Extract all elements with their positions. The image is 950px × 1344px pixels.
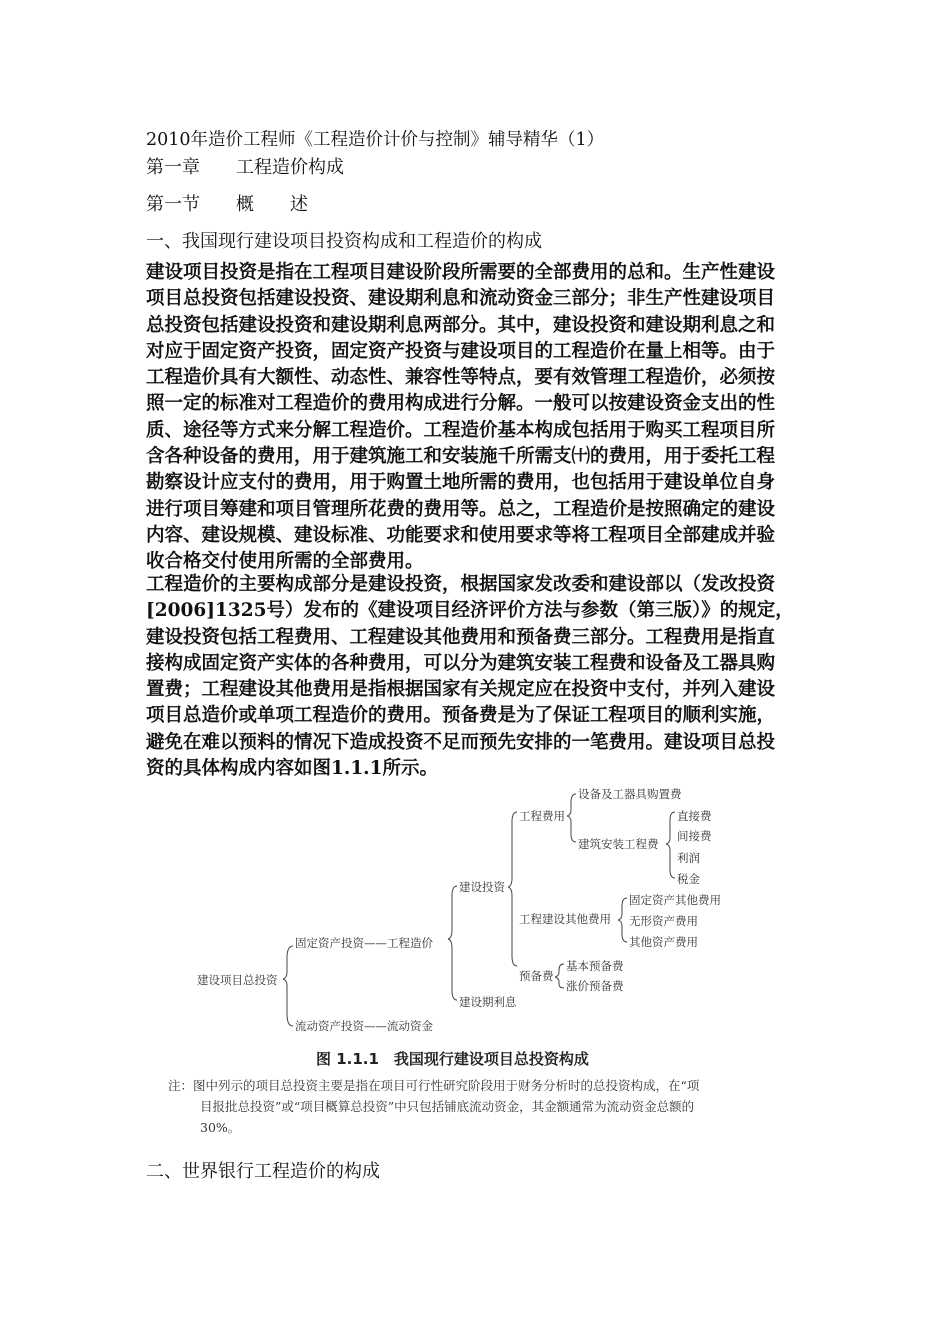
diagram-node-building-install-cost: 建筑安装工程费 [578, 837, 659, 851]
diagram-node-other-asset-cost: 其他资产费用 [629, 935, 698, 949]
paragraph-line: 工程造价的主要构成部分是建设投资，根据国家发改委和建设部以（发改投资 [146, 574, 776, 595]
diagram-node-fixed-assets: 固定资产投资——工程造价 [295, 936, 433, 950]
paragraph-line: 质、途径等方式来分解工程造价。工程造价基本构成包括用于购买工程项目所 [146, 419, 776, 441]
chapter-heading: 第一章 工程造价构成 [146, 157, 344, 178]
diagram-node-construction-investment: 建设投资 [459, 880, 505, 894]
note-line: 注：图中列示的项目总投资主要是指在项目可行性研究阶段用于财务分析时的总投资构成，在“项 [168, 1078, 700, 1093]
paragraph-line: 资的具体构成内容如图1.1.1所示。 [146, 758, 438, 780]
diagram-node-direct-cost: 直接费 [677, 809, 712, 823]
figure-caption: 图 1.1.1 我国现行建设项目总投资构成 [316, 1050, 589, 1068]
paragraph-line: [2006]1325号）发布的《建设项目经济评价方法与参数（第三版）》的规定， [146, 600, 794, 622]
note-line: 30%。 [200, 1120, 241, 1135]
paragraph-line: 照一定的标准对工程造价的费用构成进行分解。一般可以按建设资金支出的性 [146, 393, 776, 415]
investment-structure-diagram [165, 782, 805, 1082]
subsection-heading: 一、我国现行建设项目投资构成和工程造价的构成 [146, 231, 542, 252]
diagram-node-other-construction-cost: 工程建设其他费用 [519, 912, 611, 926]
diagram-node-reserve-fund: 预备费 [519, 969, 554, 983]
paragraph-line: 项目总造价或单项工程造价的费用。预备费是为了保证工程项目的顺利实施， [146, 705, 776, 727]
diagram-node-working-capital: 流动资产投资——流动资金 [295, 1019, 433, 1033]
paragraph-line: 含各种设备的费用，用于建筑施工和安装施千所需支㈩的费用，用于委托工程 [146, 446, 776, 468]
diagram-node-indirect-cost: 间接费 [677, 829, 712, 843]
paragraph-line: 进行项目筹建和项目管理所花费的费用等。总之，工程造价是按照确定的建设 [146, 498, 776, 520]
diagram-node-fixed-other-cost: 固定资产其他费用 [629, 893, 721, 907]
paragraph-1 [146, 260, 810, 576]
paragraph-line: 勘察设计应支付的费用，用于购置土地所需的费用，也包括用于建设单位自身 [146, 472, 776, 494]
paragraph-2 [146, 572, 810, 782]
diagram-brackets [165, 782, 805, 1082]
diagram-node-total-investment: 建设项目总投资 [197, 973, 278, 987]
diagram-node-engineering-cost: 工程费用 [519, 809, 565, 823]
diagram-node-tax: 税金 [677, 872, 700, 886]
paragraph-line: 接构成固定资产实体的各种费用，可以分为建筑安装工程费和设备及工器具购 [146, 652, 776, 674]
paragraph-line: 对应于固定资产投资，固定资产投资与建设项目的工程造价在量上相等。由于 [146, 340, 776, 362]
diagram-node-equipment-cost: 设备及工器具购置费 [578, 787, 682, 801]
document-title: 2010年造价工程师《工程造价计价与控制》辅导精华（1） [146, 130, 605, 150]
paragraph-line: 置费；工程建设其他费用是指根据国家有关规定应在投资中支付，并列入建设 [146, 679, 776, 701]
figure-note [168, 1075, 808, 1138]
diagram-node-intangible-asset-cost: 无形资产费用 [629, 914, 698, 928]
paragraph-line: 项目总投资包括建设投资、建设期利息和流动资金三部分；非生产性建设项目 [146, 288, 776, 310]
diagram-node-basic-reserve: 基本预备费 [566, 959, 624, 973]
paragraph-line: 建设项目投资是指在工程项目建设阶段所需要的全部费用的总和。生产性建设 [146, 262, 776, 283]
paragraph-line: 避免在难以预料的情况下造成投资不足而预先安排的一笔费用。建设项目总投 [146, 731, 776, 753]
subsection-heading-2: 二、世界银行工程造价的构成 [146, 1161, 380, 1182]
paragraph-line: 内容、建设规模、建设标准、功能要求和使用要求等将工程项目全部建成并验 [146, 524, 776, 546]
note-line: 目报批总投资”或“项目概算总投资”中只包括铺底流动资金，其金额通常为流动资金总额的 [200, 1099, 695, 1114]
section-heading: 第一节 概 述 [146, 194, 308, 215]
paragraph-line: 总投资包括建设投资和建设期利息两部分。其中，建设投资和建设期利息之和 [146, 314, 776, 336]
diagram-node-profit: 利润 [677, 851, 700, 865]
paragraph-line: 建设投资包括工程费用、工程建设其他费用和预备费三部分。工程费用是指直 [146, 626, 776, 648]
diagram-node-price-reserve: 涨价预备费 [566, 979, 624, 993]
paragraph-line: 工程造价具有大额性、动态性、兼容性等特点，要有效管理工程造价，必须按 [146, 367, 776, 389]
diagram-node-construction-interest: 建设期利息 [459, 995, 517, 1009]
paragraph-line: 收合格交付使用所需的全部费用。 [146, 551, 424, 573]
